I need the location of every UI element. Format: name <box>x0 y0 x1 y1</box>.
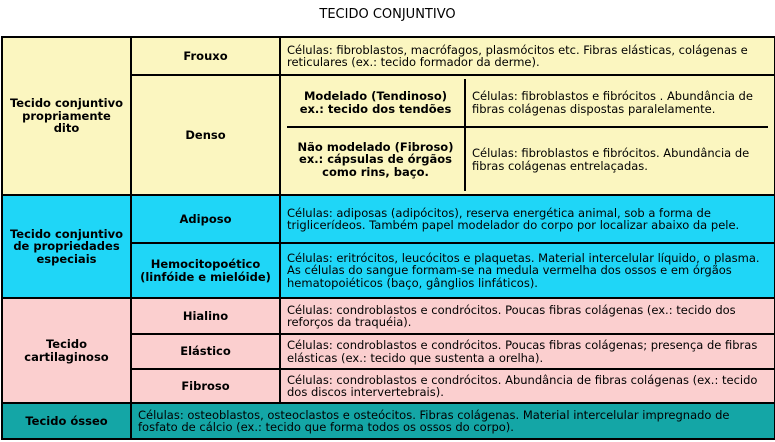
subtype-elastico: Elástico <box>131 334 280 369</box>
desc-modelado: Células: fibroblastos e fibrócitos . Abundância de fibras colágenas dispostas paralelamente. <box>465 79 768 127</box>
denso-nested-cell <box>280 75 775 195</box>
desc-elastico: Células: condroblastos e condrócitos. Poucas fibras colágenas; presença de fibras elásticas (ex.: tecido que sustenta a orelha). <box>280 334 775 369</box>
category-osseo: Tecido ósseo <box>2 403 131 439</box>
subtype-denso: Denso <box>131 75 280 195</box>
desc-osseo: Células: osteoblastos, osteoclastos e osteócitos. Fibras colágenas. Material intercelular impregnado de fosfato de cálcio (ex.: tecido que forma todos os ossos do corpo). <box>131 403 775 439</box>
desc-fibroso: Células: condroblastos e condrócitos. Abundância de fibras colágenas (ex.: tecido dos discos intervertebrais). <box>280 369 775 403</box>
connective-tissue-table <box>1 36 775 440</box>
subtype-nao-modelado: Não modelado (Fibroso) ex.: cápsulas de órgãos como rins, baço. <box>287 127 465 191</box>
desc-hemocitopoetico: Células: eritrócitos, leucócitos e plaquetas. Material intercelular líquido, o plasma. As células do sangue formam-se na medula vermelha dos ossos e em órgãos hematopoiéticos (baço, gânglios linfáticos). <box>280 243 775 298</box>
desc-frouxo: Células: fibroblastos, macrófagos, plasmócitos etc. Fibras elásticas, colágenas e reticulares (ex.: tecido formador da derme). <box>280 37 775 75</box>
subtype-fibroso: Fibroso <box>131 369 280 403</box>
subtype-hemocitopoetico: Hemocitopoético (linfóide e mielóide) <box>131 243 280 298</box>
category-propriamente-dito: Tecido conjuntivo propriamente dito <box>2 37 131 195</box>
category-propriedades-especiais: Tecido conjuntivo de propriedades especiais <box>2 195 131 298</box>
desc-hialino: Células: condroblastos e condrócitos. Poucas fibras colágenas (ex.: tecido dos reforços da traquéia). <box>280 298 775 334</box>
desc-adiposo: Células: adiposas (adipócitos), reserva energética animal, sob a forma de triglicerídeos. Também papel modelador do corpo por localizar abaixo da pele. <box>280 195 775 243</box>
subtype-modelado: Modelado (Tendinoso) ex.: tecido dos tendões <box>287 79 465 127</box>
desc-nao-modelado: Células: fibroblastos e fibrócitos. Abundância de fibras colágenas entrelaçadas. <box>465 127 768 191</box>
subtype-frouxo: Frouxo <box>131 37 280 75</box>
category-cartilaginoso: Tecido cartilaginoso <box>2 298 131 403</box>
denso-subtable <box>287 79 768 191</box>
page-title: TECIDO CONJUNTIVO <box>319 7 456 22</box>
subtype-hialino: Hialino <box>131 298 280 334</box>
subtype-adiposo: Adiposo <box>131 195 280 243</box>
